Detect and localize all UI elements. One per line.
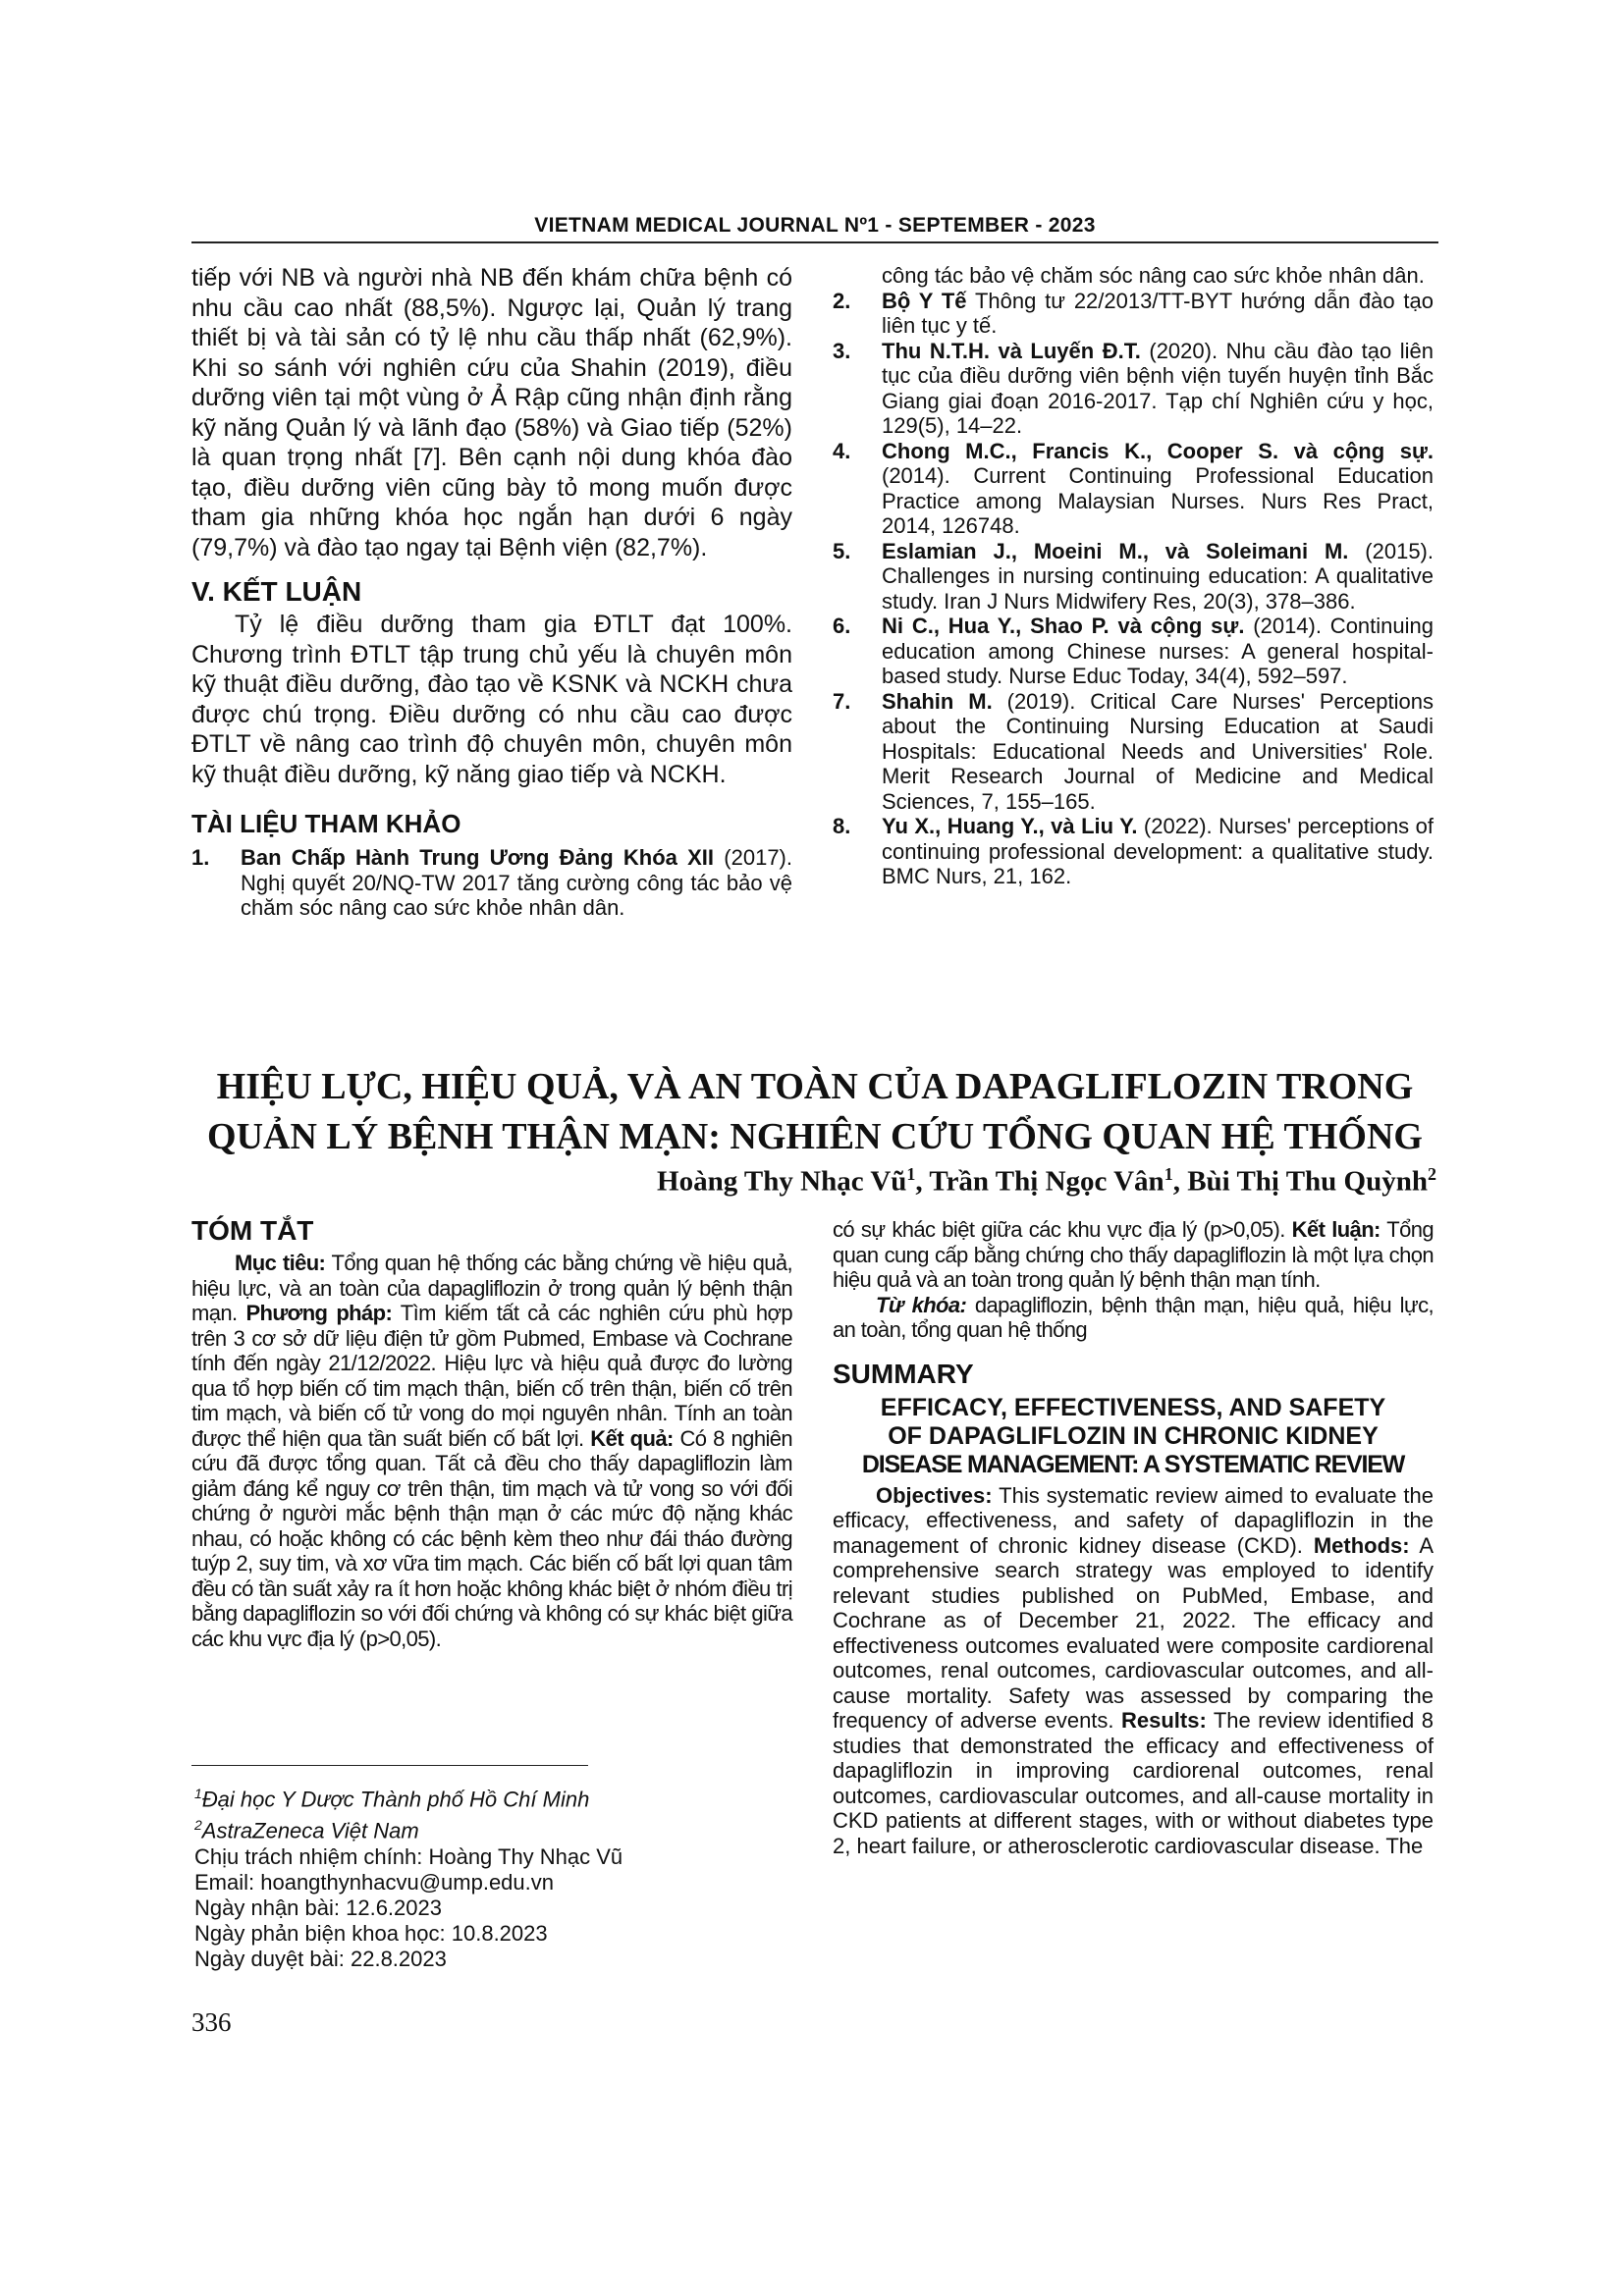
author-list: [191, 1164, 1436, 1199]
vi-abstract-body: [191, 1251, 792, 1651]
author-affiliation-mark: 2: [1428, 1164, 1436, 1184]
reference-item: [833, 263, 1434, 289]
objectives-label: Objectives:: [876, 1482, 993, 1508]
reference-item: [833, 339, 1434, 439]
prev-article-left-column: [191, 263, 792, 921]
reference-details-continued: công tác bảo vệ chăm sóc nâng cao sức khỏe nhân dân.: [882, 263, 1425, 288]
reference-item: [833, 814, 1434, 889]
en-title-line: DISEASE MANAGEMENT: A SYSTEMATIC REVIEW: [861, 1450, 1405, 1478]
discussion-paragraph: tiếp với NB và người nhà NB đến khám chữa bệnh có nhu cầu cao nhất (88,5%). Ngược lại, Quản lý trang thiết bị và tài sản có tỷ lệ nhu cầu thấp nhất (62,9%). Khi so sánh với nghiên cứu của Shahin (2019), điều dưỡng viên tại một vùng ở Ả Rập cũng nhận định rằng kỹ năng Quản lý và lãnh đạo (58%) và Giao tiếp (52%) là quan trọng nhất [7]. Bên cạnh nội dung khóa đào tạo, điều dưỡng viên cũng bày tỏ mong muốn được tham gia những khóa học ngắn hạn dưới 6 ngày (79,7%) và đào tạo ngay tại Bệnh viện (82,7%).: [191, 264, 792, 561]
abstract-right-column: [833, 1217, 1434, 1858]
conclusion-heading: V. KẾT LUẬN: [191, 576, 362, 607]
article-title: [191, 1062, 1438, 1162]
corresponding-author: Chịu trách nhiệm chính: Hoàng Thy Nhạc Vũ: [194, 1843, 623, 1869]
reference-number: 1.: [191, 845, 210, 870]
en-abstract-body: [833, 1483, 1434, 1859]
reference-authors: Shahin M.: [882, 688, 993, 714]
date-accepted: Ngày duyệt bài: 22.8.2023: [194, 1946, 447, 1971]
reference-item: [191, 845, 792, 921]
results-label: Kết quả:: [590, 1425, 674, 1451]
reference-authors: Ni C., Hua Y., Shao P. và cộng sự.: [882, 614, 1245, 638]
methods-text: A comprehensive search strategy was employed to identify relevant studies published on PubMed, Embase, and Cochrane as of December 21, 2022. The efficacy and effectiveness outcomes evaluated were composite cardiorenal outcomes, renal outcomes, cardiovascular outcomes, and all-cause mortality. Safety was assessed by comparing the frequency of adverse events.: [833, 1532, 1434, 1733]
objectives-text: This systematic review aimed to evaluate the efficacy, effectiveness, and safety of dapagliflozin in the management of chronic kidney disease (CKD).: [833, 1482, 1434, 1558]
date-reviewed: Ngày phản biện khoa học: 10.8.2023: [194, 1920, 548, 1946]
en-title-line: OF DAPAGLIFLOZIN IN CHRONIC KIDNEY: [888, 1421, 1379, 1450]
objective-label: Mục tiêu:: [235, 1251, 326, 1275]
reference-item: [833, 614, 1434, 689]
methods-label: Methods:: [1313, 1532, 1410, 1558]
en-title: [833, 1394, 1434, 1479]
reference-authors: Thu N.T.H. và Luyến Đ.T.: [882, 338, 1141, 363]
vi-abstract-continuation: có sự khác biệt giữa các khu vực địa lý (p>0,05). Kết luận: Tổng quan cung cấp bằng chứng cho thấy dapagliflozin là một lựa chọn hiệu quả và an toàn trong quản lý bệnh thận mạn tính.: [833, 1217, 1434, 1292]
reference-list-right: [833, 263, 1434, 889]
article-title-line: QUẢN LÝ BỆNH THẬN MẠN: NGHIÊN CỨU TỔNG QUAN HỆ THỐNG: [207, 1116, 1423, 1157]
reference-authors: Ban Chấp Hành Trung Ương Đảng Khóa XII: [241, 845, 715, 870]
references-heading: TÀI LIỆU THAM KHẢO: [191, 809, 461, 838]
footnotes: [194, 1781, 803, 1972]
vi-abstract: [191, 1215, 792, 1651]
affiliation-1: $^1$Đại học Y Dược Thành phố Hồ Chí Minh: [194, 1786, 590, 1812]
reference-number: 4.: [833, 438, 851, 463]
reference-details: (2017). Nghị quyết 20/NQ-TW 2017 tăng cường công tác bảo vệ chăm sóc nâng cao sức khỏe nhân dân.: [241, 845, 792, 920]
keywords-line: [833, 1293, 1434, 1343]
reference-item: [833, 439, 1434, 539]
objective-text: Tổng quan hệ thống các bằng chứng về hiệu quả, hiệu lực, và an toàn của dapagliflozin ở trong quản lý bệnh thận mạn.: [191, 1251, 792, 1325]
reference-details: (2015). Challenges in nursing continuing education: A qualitative study. Iran J Nurs Midwifery Res, 20(3), 378–386.: [882, 538, 1434, 614]
page-number: 336: [191, 2007, 232, 2037]
author-name: Hoàng Thy Nhạc Vũ: [657, 1165, 907, 1198]
reference-details: (2014). Continuing education among Chinese nurses: A general hospital-based study. Nurse Educ Today, 34(4), 592–597.: [882, 614, 1434, 688]
reference-details: Thông tư 22/2013/TT-BYT hướng dẫn đào tạo liên tục y tế.: [882, 288, 1434, 338]
reference-item: [833, 539, 1434, 614]
footnote-divider: [191, 1765, 588, 1766]
reference-details: (2014). Current Continuing Professional Education Practice among Malaysian Nurses. Nurs Res Pract, 2014, 126748.: [882, 463, 1434, 538]
reference-number: 6.: [833, 614, 851, 638]
corresponding-email: Email: hoangthynhacvu@ump.edu.vn: [194, 1869, 554, 1895]
running-header: VIETNAM MEDICAL JOURNAL Nº1 - SEPTEMBER - 2023: [534, 214, 1096, 237]
reference-details: (2019). Critical Care Nurses' Perceptions about the Continuing Nursing Education at Saudi Hospitals: Educational Needs and Universities' Role. Merit Research Journal of Medicine and Medical Sciences, 7, 155–165.: [882, 688, 1434, 814]
reference-details: (2020). Nhu cầu đào tạo liên tục của điều dưỡng viên bệnh viện tuyến huyện tỉnh Bắc Giang giai đoạn 2016-2017. Tạp chí Nghiên cứu y học, 129(5), 14–22.: [882, 338, 1435, 438]
conclusion-paragraph: Tỷ lệ điều dưỡng tham gia ĐTLT đạt 100%. Chương trình ĐTLT tập trung chủ yếu là chuyên môn kỹ thuật điều dưỡng, đào tạo về KSNK và NCKH chưa được chú trọng. Điều dưỡng có nhu cầu cao được ĐTLT về nâng cao trình độ chuyên môn, chuyên môn kỹ thuật điều dưỡng, kỹ năng giao tiếp và NCKH.: [191, 611, 792, 788]
author-name: Bùi Thị Thu Quỳnh: [1187, 1165, 1428, 1198]
en-title-line: EFFICACY, EFFECTIVENESS, AND SAFETY: [880, 1393, 1386, 1421]
reference-authors: Eslamian J., Moeini M., và Soleimani M.: [882, 538, 1349, 563]
reference-number: 5.: [833, 538, 851, 563]
keywords-text: dapagliflozin, bệnh thận mạn, hiệu quả, hiệu lực, an toàn, tổng quan hệ thống: [833, 1292, 1434, 1342]
author-separator: ,: [915, 1165, 930, 1198]
summary-heading: SUMMARY: [833, 1358, 974, 1389]
methods-label: Phương pháp:: [245, 1301, 393, 1325]
reference-number: 7.: [833, 688, 851, 714]
date-received: Ngày nhận bài: 12.6.2023: [194, 1895, 442, 1920]
author-separator: ,: [1172, 1165, 1188, 1198]
reference-number: 8.: [833, 814, 851, 838]
author-affiliation-mark: 1: [1164, 1164, 1173, 1184]
reference-authors: Chong M.C., Francis K., Cooper S. và cộng sự.: [882, 438, 1434, 463]
affiliation-2: $^2$AstraZeneca Việt Nam: [194, 1817, 419, 1843]
conclusion-label: Kết luận:: [1291, 1217, 1380, 1242]
author-name: Trần Thị Ngọc Vân: [929, 1165, 1164, 1198]
reference-item: [833, 689, 1434, 815]
reference-list-left: [191, 845, 792, 921]
methods-text: Tìm kiếm tất cả các nghiên cứu phù hợp trên 3 cơ sở dữ liệu điện tử gồm Pubmed, Embase và Cochrane tính đến ngày 21/12/2022. Hiệu lực và hiệu quả được đo lường qua tổ hợp biến cố tim mạch thận, biến cố trên thận, biến cố trên tim mạch, và biến cố tử vong do mọi nguyên nhân. Tính an toàn được thể hiện qua tần suất biến cố bất lợi.: [191, 1301, 792, 1451]
results-label: Results:: [1120, 1708, 1207, 1733]
conclusion-text: Tổng quan cung cấp bằng chứng cho thấy dapagliflozin là một lựa chọn hiệu quả và an toàn trong quản lý bệnh thận mạn tính.: [833, 1217, 1434, 1292]
author-affiliation-mark: 1: [906, 1164, 916, 1184]
results-text: The review identified 8 studies that demonstrated the efficacy and effectiveness of dapagliflozin in improving cardiorenal outcomes, renal outcomes, cardiovascular outcomes, and all-cause mortality in CKD patients at different stages, with or without diabetes type 2, heart failure, or atherosclerotic cardiovascular disease. The: [833, 1708, 1434, 1858]
prev-article-right-column: [833, 263, 1434, 889]
vi-abstract-heading: TÓM TẮT: [191, 1215, 314, 1246]
reference-number: 2.: [833, 288, 851, 313]
reference-authors: Yu X., Huang Y., và Liu Y.: [882, 814, 1138, 838]
results-text: Có 8 nghiên cứu đã được tổng quan. Tất cả đều cho thấy dapagliflozin làm giảm đáng kể nguy cơ trên thận, tim mạch và tử vong so với đối chứng ở người mắc bệnh thận mạn ở các mức độ nặng khác nhau, có hoặc không có các bệnh kèm theo như đái tháo đường tuýp 2, suy tim, và xơ vữa tim mạch. Các biến cố bất lợi quan tâm đều có tần suất xảy ra ít hơn hoặc không khác biệt ở nhóm điều trị bằng dapagliflozin so với đối chứng và không có sự khác biệt giữa các khu vực địa lý (p>0,05).: [191, 1425, 793, 1651]
reference-details: (2022). Nurses' perceptions of continuing professional development: a qualitative study. BMC Nurs, 21, 162.: [882, 814, 1434, 888]
header-divider: [191, 241, 1438, 243]
article-title-line: HIỆU LỰC, HIỆU QUẢ, VÀ AN TOÀN CỦA DAPAGLIFLOZIN TRONG: [216, 1066, 1414, 1107]
reference-authors: Bộ Y Tế: [882, 288, 967, 313]
keywords-label: Từ khóa:: [876, 1292, 967, 1317]
reference-item: [833, 289, 1434, 339]
reference-number: 3.: [833, 338, 851, 363]
